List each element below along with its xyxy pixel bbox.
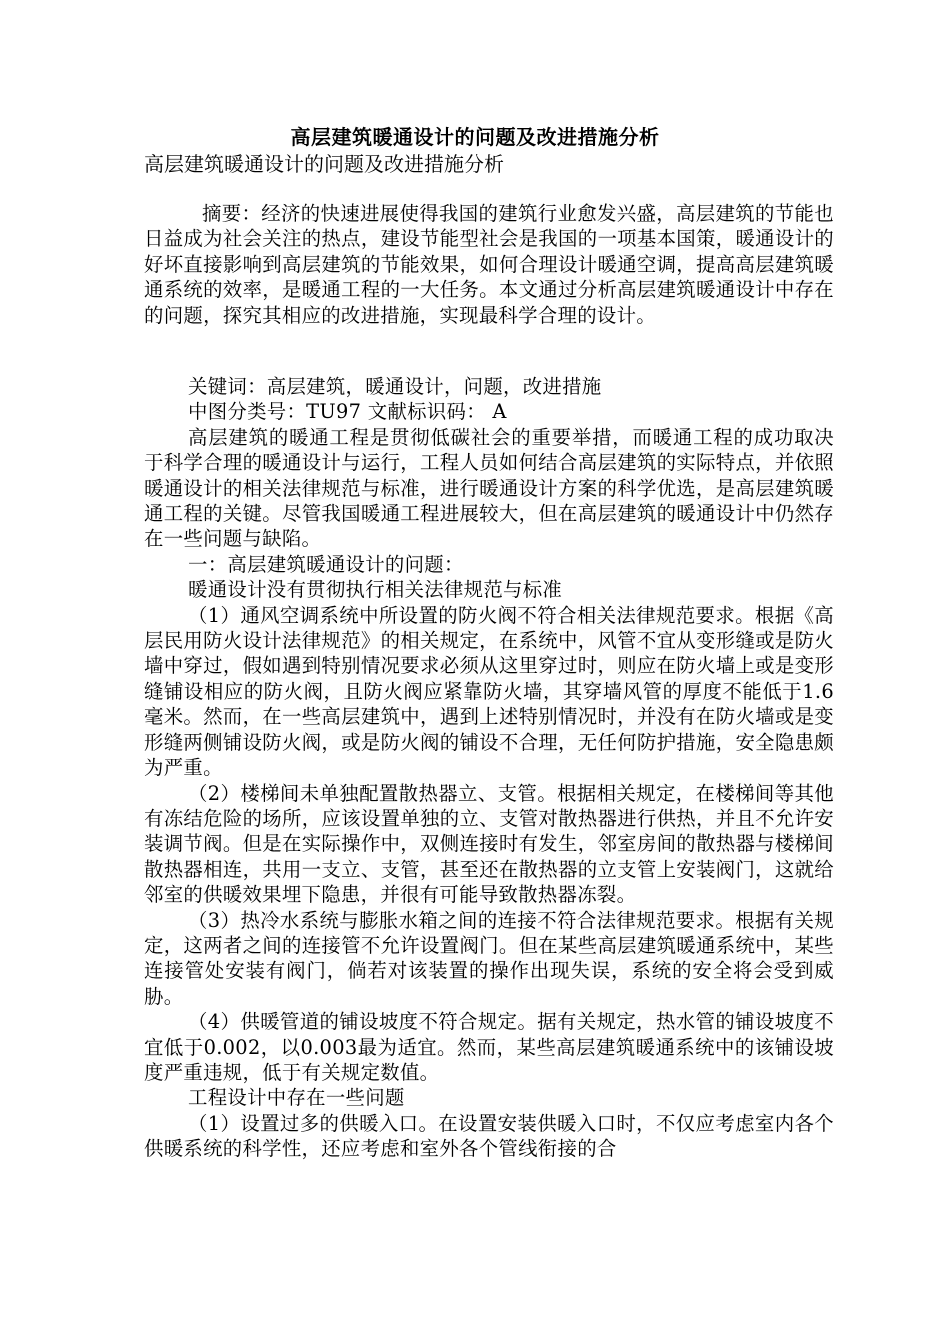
item-paragraph-2: （2）楼梯间未单独配置散热器立、支管。根据相关规定，在楼梯间等其他有冻结危险的场所，应该设置单独的立、支管对散热器进行供热，并且不允许安装调节阀。但是在实际操作中，双侧连接时有发生，邻室房间的散热器与楼梯间散热器相连，共用一支立、支管，甚至还在散热器的立支管上安装阀门，这就给邻室的供暖效果埋下隐患，并很有可能导致散热器冻裂。 [144,781,834,907]
main-body [144,374,834,1162]
subsection-heading-2: 工程设计中存在一些问题 [188,1086,405,1110]
document-title: 高层建筑暖通设计的问题及改进措施分析 [290,125,660,149]
document-subtitle: 高层建筑暖通设计的问题及改进措施分析 [144,152,504,176]
item-paragraph-3: （3）热冷水系统与膨胀水箱之间的连接不符合法律规范要求。根据有关规定，这两者之间的连接管不允许设置阀门。但在某些高层建筑暖通系统中，某些连接管处安装有阀门，倘若对该装置的操作出现失误，系统的安全将会受到威胁。 [144,908,834,1008]
abstract-block [144,201,834,328]
classification-line: 中图分类号：TU97 文献标识码： A [188,400,507,424]
keywords-line: 关键词：高层建筑，暖通设计，问题，改进措施 [188,375,602,398]
section-heading-1: 一：高层建筑暖通设计的问题： [188,552,464,576]
subsection-heading-1: 暖通设计没有贯彻执行相关法律规范与标准 [188,578,563,602]
item-paragraph-5: （1）设置过多的供暖入口。在设置安装供暖入口时，不仅应考虑室内各个供暖系统的科学性，还应考虑和室外各个管线衔接的合 [144,1111,834,1161]
item-paragraph-1: （1）通风空调系统中所设置的防火阀不符合相关法律规范要求。根据《高层民用防火设计法律规范》的相关规定，在系统中，风管不宜从变形缝或是防火墙中穿过，假如遇到特别情况要求必须从这里穿过时，则应在防火墙上或是变形缝铺设相应的防火阀，且防火阀应紧靠防火墙，其穿墙风管的厚度不能低于1.6毫米。然而，在一些高层建筑中，遇到上述特别情况时，并没有在防火墙或是变形缝两侧铺设防火阀，或是防火阀的铺设不合理，无任何防护措施，安全隐患颇为严重。 [144,603,834,780]
intro-paragraph: 高层建筑的暖通工程是贯彻低碳社会的重要举措，而暖通工程的成功取决于科学合理的暖通设计与运行，工程人员如何结合高层建筑的实际特点，并依照暖通设计的相关法律规范与标准，进行暖通设计方案的科学优选，是高层建筑暖通工程的关键。尽管我国暖通工程进展较大，但在高层建筑的暖通设计中仍然存在一些问题与缺陷。 [144,425,834,551]
item-paragraph-4: （4）供暖管道的铺设坡度不符合规定。据有关规定，热水管的铺设坡度不宜低于0.002，以0.003最为适宜。然而，某些高层建筑暖通系统中的该铺设坡度严重违规，低于有关规定数值。 [144,1010,834,1084]
abstract-paragraph: 摘要：经济的快速进展使得我国的建筑行业愈发兴盛，高层建筑的节能也日益成为社会关注的热点，建设节能型社会是我国的一项基本国策，暖通设计的好坏直接影响到高层建筑的节能效果，如何合理设计暖通空调，提高高层建筑暖通系统的效率，是暖通工程的一大任务。本文通过分析高层建筑暖通设计中存在的问题，探究其相应的改进措施，实现最科学合理的设计。 [144,202,834,327]
